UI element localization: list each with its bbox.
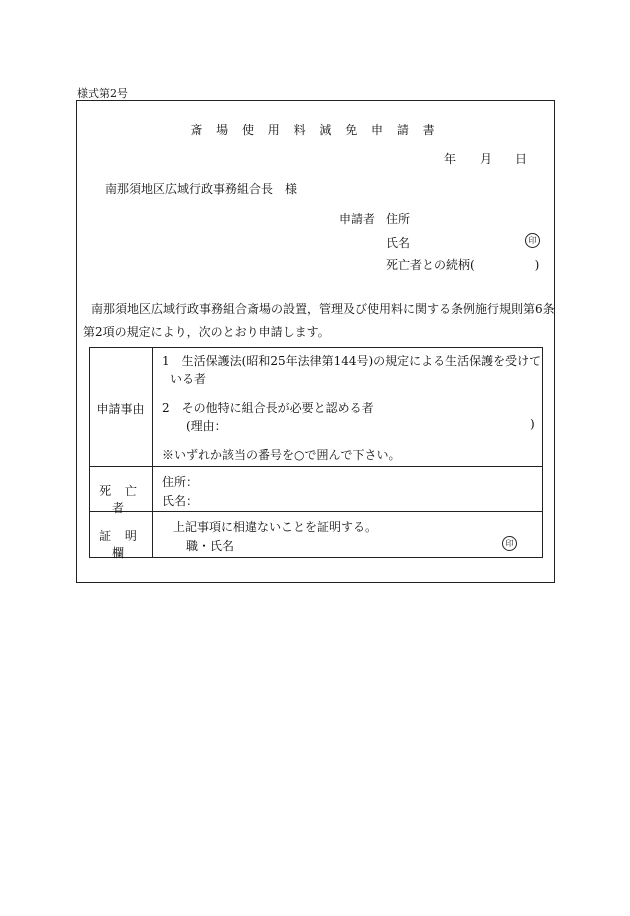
body-text-line-2: 第2項の規定により，次のとおり申請します。 [83, 325, 330, 339]
relation-to-deceased-label: 死亡者との続柄( ) [386, 258, 540, 272]
certifier-seal-icon: 印 [502, 536, 517, 551]
reason-option-2: 2 その他特に組合長が必要と認める者 [162, 401, 374, 415]
applicant-label: 申請者 [339, 212, 376, 226]
certifier-title-name-label: 職・氏名 [186, 539, 235, 553]
body-text-line-1: 南那須地区広域行政事務組合斎場の設置，管理及び使用料に関する条例施行規則第6条 [91, 302, 555, 316]
certification-row-label: 証 明 欄 [99, 529, 142, 560]
applicant-seal-icon: 印 [525, 233, 540, 248]
table-divider [89, 511, 543, 512]
document-title: 斎 場 使 用 料 減 免 申 請 書 [190, 123, 440, 137]
reason-detail-open: (理由： [186, 419, 227, 433]
reason-detail-close: ) [530, 417, 535, 431]
date-month-label: 月 [480, 152, 493, 166]
date-day-label: 日 [515, 152, 528, 166]
applicant-address-label: 住所 [386, 212, 411, 226]
table-divider [89, 466, 543, 467]
reason-option-1-line-2: いる者 [170, 372, 207, 386]
reason-option-1-line-1: 1 生活保護法(昭和25年法律第144号)の規定による生活保護を受けて [162, 354, 542, 368]
form-number-label: 様式第2号 [77, 87, 128, 100]
certification-statement: 上記事項に相違ないことを証明する。 [173, 520, 378, 534]
addressee: 南那須地区広域行政事務組合長 様 [105, 182, 298, 196]
deceased-name-label: 氏名： [162, 494, 199, 508]
reason-row-label: 申請事由 [96, 402, 145, 416]
reason-note: ※いずれか該当の番号を○で囲んで下さい。 [162, 448, 401, 462]
date-year-label: 年 [444, 152, 457, 166]
applicant-name-label: 氏名 [386, 236, 411, 250]
deceased-row-label: 死 亡 者 [99, 484, 142, 515]
table-column-divider [152, 347, 153, 558]
deceased-address-label: 住所： [162, 475, 199, 489]
